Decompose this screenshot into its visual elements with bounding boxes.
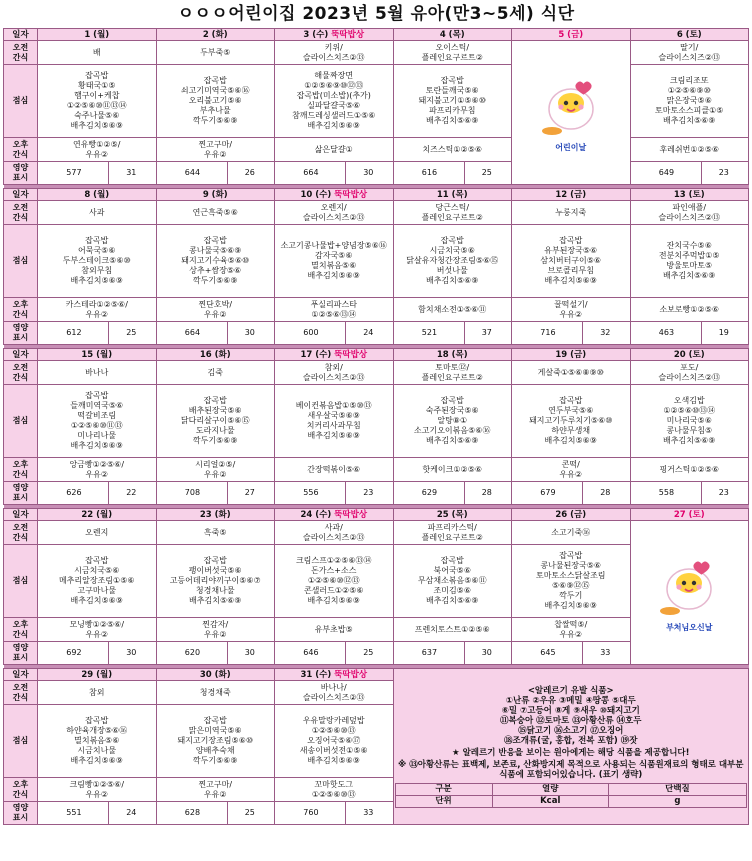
meal-row-nut	[4, 162, 749, 185]
unit-table	[395, 783, 748, 808]
protein-value: 28	[582, 482, 628, 504]
kcal-value: 620	[184, 648, 201, 657]
menu-cell-am: 딸기/ 슬라이스치즈②⑬	[630, 41, 749, 65]
nutrition-cell	[38, 802, 157, 825]
menu-cell-am: 포도/ 슬라이스치즈②⑬	[630, 361, 749, 385]
menu-cell-pm: 시리얼②⑤/ 우유②	[156, 458, 275, 482]
day-header: 26 (금)	[512, 509, 631, 521]
menu-cell-pm: 핑거스틱①②⑤⑥	[630, 458, 749, 482]
meal-row-pm	[4, 458, 749, 482]
meal-row-am	[4, 521, 749, 545]
menu-cell-pm: 찐단호박/ 우유②	[156, 298, 275, 322]
protein-value: 19	[701, 322, 747, 344]
row-label-nut: 영양 표시	[4, 482, 38, 505]
holiday-label: 부처님오신날	[666, 622, 713, 632]
day-header: 31 (수) 뚝딱밥상	[275, 669, 394, 681]
kcal-value: 463	[658, 328, 675, 337]
menu-cell-pm: 푸실리파스타 ①②⑤⑥⑬⑭	[275, 298, 394, 322]
menu-cell-lunch: 크림리조또 ①②⑤⑥⑨⑩ 맑은장국⑤⑥ 토마토소스피클①⑤ 배추김치⑤⑥⑨	[630, 65, 749, 138]
menu-cell-am: 청경채죽	[156, 681, 275, 705]
nutrition-cell	[275, 322, 394, 345]
kcal-value: 646	[303, 648, 319, 657]
allergy-line: ※ ⑬아황산류는 표백제, 보존료, 산화방지제 목적으로 사용되는 식품원재료의 형태로 대부분 식품에 포함되어있습니다. (표기 생략)	[398, 759, 744, 780]
day-header: 2 (화)	[156, 29, 275, 41]
menu-cell-am: 토마토⑫/ 플레인요구르트②	[393, 361, 512, 385]
menu-cell-lunch: 잡곡밥 맑은미역국⑤⑥ 돼지고기장조림⑤⑥⑩ 양배추숙채 깍두기⑤⑥⑨	[156, 705, 275, 778]
protein-value: 25	[464, 162, 510, 184]
kcal-value: 577	[66, 168, 82, 177]
kcal-value: 626	[66, 488, 82, 497]
day-header: 29 (월)	[38, 669, 157, 681]
menu-cell-am: 참외/ 슬라이스치즈②⑬	[275, 361, 394, 385]
protein-value: 33	[345, 802, 391, 824]
row-label-nut: 영양 표시	[4, 642, 38, 665]
day-header: 12 (금)	[512, 189, 631, 201]
day-header: 13 (토)	[630, 189, 749, 201]
menu-cell-pm: 프렌치토스트①②⑤⑥	[393, 618, 512, 642]
menu-cell-am: 바나나/ 슬라이스치즈②⑬	[275, 681, 394, 705]
day-header: 5 (금)	[512, 29, 631, 41]
event-badge: 뚝딱밥상	[331, 189, 368, 200]
unit-header: 구분	[395, 783, 492, 795]
menu-cell-lunch: 잡곡밥 북어국⑤⑥ 무삼채소볶음⑤⑥⑪ 조미김⑤⑥ 배추김치⑤⑥⑨	[393, 545, 512, 618]
menu-cell-pm: 후레쉬번①②⑤⑥	[630, 138, 749, 162]
protein-value: 23	[701, 482, 747, 504]
menu-cell-lunch: 크림스프①②⑤⑥⑬⑭ 돈가스+소스 ①②⑤⑥⑩⑫⑬ 콘샐러드①②⑤⑥ 배추김치⑤⑥⑨	[275, 545, 394, 618]
day-header: 19 (금)	[512, 349, 631, 361]
day-header: 1 (월)	[38, 29, 157, 41]
nutrition-cell	[630, 482, 749, 505]
menu-cell-pm: 찐고구마/ 우유②	[156, 778, 275, 802]
kcal-value: 692	[66, 648, 82, 657]
protein-value: 31	[108, 162, 154, 184]
menu-cell-pm: 콘떡/ 우유②	[512, 458, 631, 482]
kcal-value: 521	[421, 328, 438, 337]
day-header: 8 (월)	[38, 189, 157, 201]
row-label-day: 일자	[4, 349, 38, 361]
day-header: 4 (목)	[393, 29, 512, 41]
day-header: 25 (목)	[393, 509, 512, 521]
menu-cell-lunch: 소고기콩나물밥+양념장⑤⑥⑯ 감자국⑤⑥ 멸치볶음⑤⑥ 배추김치⑤⑥⑨	[275, 225, 394, 298]
row-label-day: 일자	[4, 669, 38, 681]
nutrition-cell	[156, 482, 275, 505]
event-badge: 뚝딱밥상	[331, 509, 368, 520]
menu-cell-pm: 찐감자/ 우유②	[156, 618, 275, 642]
row-label-am: 오전 간식	[4, 681, 38, 705]
menu-cell-pm: 크림빵①②⑤⑥/ 우유②	[38, 778, 157, 802]
menu-cell-lunch: 잡곡밥 시금치국⑤⑥ 닭살유자청간장조림⑤⑥⑮ 버섯나물 배추김치⑤⑥⑨	[393, 225, 512, 298]
nutrition-cell	[275, 802, 394, 825]
protein-value: 32	[582, 322, 628, 344]
menu-cell-am: 흑죽⑤	[156, 521, 275, 545]
kcal-value: 664	[303, 168, 319, 177]
menu-cell-lunch: 잡곡밥 팽이버섯국⑤⑥ 고등어데리야끼구이⑤⑥⑦ 청경채나물 배추김치⑤⑥⑨	[156, 545, 275, 618]
row-label-pm: 오후 간식	[4, 138, 38, 162]
row-label-am: 오전 간식	[4, 201, 38, 225]
menu-cell-lunch: 잡곡밥 유부된장국⑤⑥ 삼치버터구이⑤⑥ 브로콜리무침 배추김치⑤⑥⑨	[512, 225, 631, 298]
row-label-lunch: 점심	[4, 65, 38, 138]
meal-row-lunch	[4, 65, 749, 138]
menu-cell-lunch: 잡곡밥 배추된장국⑤⑥ 닭다리살구이⑤⑥⑮ 도라지나물 깍두기⑤⑥⑨	[156, 385, 275, 458]
menu-cell-pm: 함치채소전①⑤⑥⑪	[393, 298, 512, 322]
protein-value: 24	[345, 322, 391, 344]
protein-value: 26	[227, 162, 273, 184]
protein-value: 23	[701, 162, 747, 184]
allergy-line: ①난류 ②우유 ③메밀 ④땅콩 ⑤대두	[505, 695, 636, 706]
mascot-illustration	[536, 73, 606, 139]
menu-cell-lunch: 베이컨볶음밥①⑤⑩⑬ 새우살국⑤⑥⑨ 치커리사과무침 배추김치⑤⑥⑨	[275, 385, 394, 458]
menu-cell-lunch: 잡곡밥 숙주된장국⑤⑥ 알탕⑧① 소고기오이볶음⑤⑥⑯ 배추김치⑤⑥⑨	[393, 385, 512, 458]
meal-row-am	[4, 201, 749, 225]
allergy-line: ⑱조개류(굴, 홍합, 전복 포함) ⑲잣	[504, 735, 638, 746]
menu-cell-pm: 유부초밥⑤	[275, 618, 394, 642]
protein-value: 25	[108, 322, 154, 344]
menu-cell-am: 게살죽①⑤⑥⑧⑨⑩	[512, 361, 631, 385]
kcal-value: 649	[658, 168, 675, 177]
kcal-value: 558	[658, 488, 675, 497]
menu-cell-am: 키위/ 슬라이스치즈②⑬	[275, 41, 394, 65]
meal-row-lunch	[4, 385, 749, 458]
day-header: 22 (월)	[38, 509, 157, 521]
protein-value: 22	[108, 482, 154, 504]
menu-cell-lunch: 잡곡밥 쇠고기미역국⑤⑥⑯ 오리불고기⑤⑥ 부추나물 깍두기⑤⑥⑨	[156, 65, 275, 138]
menu-cell-am: 오이스틱/ 플레인요구르트②	[393, 41, 512, 65]
day-header: 11 (목)	[393, 189, 512, 201]
unit-header: 단백질	[608, 783, 746, 795]
menu-cell-am: 사과/ 슬라이스치즈②⑬	[275, 521, 394, 545]
kcal-value: 760	[303, 808, 319, 817]
menu-cell-am: 소고기죽⑯	[512, 521, 631, 545]
kcal-value: 600	[303, 328, 319, 337]
nutrition-cell	[38, 642, 157, 665]
row-label-pm: 오후 간식	[4, 618, 38, 642]
holiday-label: 어린이날	[555, 142, 587, 152]
menu-cell-pm: 소보로빵①②⑤⑥	[630, 298, 749, 322]
menu-cell-am: 오렌지	[38, 521, 157, 545]
row-label-pm: 오후 간식	[4, 778, 38, 802]
day-header: 20 (토)	[630, 349, 749, 361]
nutrition-cell	[156, 642, 275, 665]
protein-value: 30	[345, 162, 391, 184]
nutrition-cell	[275, 642, 394, 665]
kcal-value: 612	[66, 328, 82, 337]
mascot-illustration	[654, 553, 724, 619]
protein-value: 33	[582, 642, 628, 664]
row-label-day: 일자	[4, 29, 38, 41]
meal-row-lunch	[4, 225, 749, 298]
nutrition-cell	[393, 482, 512, 505]
page-title: ㅇㅇㅇ어린이집 2023년 5월 유아(만3~5세) 식단	[177, 4, 575, 24]
nutrition-cell	[393, 162, 512, 185]
protein-value: 30	[464, 642, 510, 664]
kcal-value: 679	[540, 488, 556, 497]
unit-header: 열량	[492, 783, 608, 795]
menu-cell-lunch: 잡곡밥 콩나물된장국⑤⑥ 토마토소스닭살조림 ⑤⑥⑨⑫⑮ 깍두기 배추김치⑤⑥⑨	[512, 545, 631, 618]
kcal-value: 708	[184, 488, 201, 497]
allergy-line: ⑥밀 ⑦고등어 ⑧게 ⑨새우 ⑩돼지고기	[501, 705, 640, 716]
menu-cell-lunch: 잡곡밥 들깨미역국⑤⑥ 떡갈비조림 ①②⑤⑥⑩⑪⑬ 미나리나물 배추김치⑤⑥⑨	[38, 385, 157, 458]
row-label-lunch: 점심	[4, 225, 38, 298]
allergy-info	[393, 669, 749, 825]
day-row	[4, 189, 749, 201]
holiday-cell	[630, 521, 749, 665]
menu-cell-pm: 치즈스틱①②⑤⑥	[393, 138, 512, 162]
day-header: 27 (토)	[630, 509, 749, 521]
menu-cell-lunch: 우유말랑카레덮밥 ①②⑤⑥⑩⑬ 오징어국⑤⑥⑰ 새송이버섯전①⑤⑥ 배추김치⑤⑥⑨	[275, 705, 394, 778]
protein-value: 23	[345, 482, 391, 504]
day-header: 16 (화)	[156, 349, 275, 361]
allergy-line: ★ 알레르기 반응을 보이는 원아에게는 해당 식품을 제공합니다!	[452, 747, 690, 758]
row-label-am: 오전 간식	[4, 521, 38, 545]
row-label-pm: 오후 간식	[4, 298, 38, 322]
day-header: 9 (화)	[156, 189, 275, 201]
nutrition-cell	[156, 802, 275, 825]
meal-row-nut	[4, 322, 749, 345]
nutrition-cell	[38, 482, 157, 505]
menu-cell-lunch: 잡곡밥 토란들깨국⑤⑥ 돼지불고기①⑤⑥⑩ 파프리카무침 배추김치⑤⑥⑨	[393, 65, 512, 138]
event-badge: 뚝딱밥상	[331, 669, 368, 680]
unit-value: 단위	[395, 795, 492, 807]
nutrition-cell	[512, 322, 631, 345]
holiday-cell	[512, 41, 631, 185]
menu-cell-lunch: 오색김밥 ①②⑤⑥⑩⑬⑭ 미나리국⑤⑥ 콩나물무침⑤ 배추김치⑤⑥⑨	[630, 385, 749, 458]
allergy-line: ⑪복숭아 ⑫토마토 ⑬아황산류 ⑭호두	[500, 715, 642, 726]
menu-cell-am: 김죽	[156, 361, 275, 385]
unit-value: Kcal	[492, 795, 608, 807]
menu-cell-pm: 모닝빵①②⑤⑥/ 우유②	[38, 618, 157, 642]
menu-cell-pm: 꼬마핫도그 ①②⑤⑥⑩⑬	[275, 778, 394, 802]
row-label-lunch: 점심	[4, 705, 38, 778]
day-header: 23 (화)	[156, 509, 275, 521]
menu-cell-lunch: 잡곡밥 황태국①⑤ 햄구이+케찹 ①②⑤⑥⑩⑪⑬⑭ 숙주나물⑤⑥ 배추김치⑤⑥⑨	[38, 65, 157, 138]
meal-row-nut	[4, 482, 749, 505]
nutrition-cell	[512, 642, 631, 665]
row-label-lunch: 점심	[4, 385, 38, 458]
day-header: 15 (월)	[38, 349, 157, 361]
menu-cell-am: 오렌지/ 슬라이스치즈②⑬	[275, 201, 394, 225]
row-label-day: 일자	[4, 189, 38, 201]
kcal-value: 716	[540, 328, 556, 337]
menu-cell-am: 누룽지죽	[512, 201, 631, 225]
menu-cell-am: 파프리카스틱/ 플레인요구르트②	[393, 521, 512, 545]
day-row	[4, 669, 749, 681]
menu-cell-am: 두부죽⑤	[156, 41, 275, 65]
menu-cell-pm: 핫케이크①②⑤⑥	[393, 458, 512, 482]
event-badge: 뚝딱밥상	[328, 29, 365, 40]
nutrition-cell	[38, 162, 157, 185]
menu-cell-lunch: 잡곡밥 시금치국⑤⑥ 메추리알장조림①⑤⑥ 고구마나물 배추김치⑤⑥⑨	[38, 545, 157, 618]
kcal-value: 645	[540, 648, 556, 657]
menu-cell-pm: 카스테라①②⑤⑥/ 우유②	[38, 298, 157, 322]
nutrition-cell	[275, 162, 394, 185]
row-label-am: 오전 간식	[4, 41, 38, 65]
kcal-value: 628	[184, 808, 201, 817]
protein-value: 24	[108, 802, 154, 824]
menu-cell-pm: 삶은달걀①	[275, 138, 394, 162]
row-label-nut: 영양 표시	[4, 802, 38, 825]
day-row	[4, 29, 749, 41]
kcal-value: 551	[66, 808, 82, 817]
event-badge: 뚝딱밥상	[331, 349, 368, 360]
menu-cell-lunch: 잡곡밥 연두부국⑤⑥ 돼지고기두루치기⑤⑥⑩ 하얀무생채 배추김치⑤⑥⑨	[512, 385, 631, 458]
kcal-value: 644	[184, 168, 201, 177]
protein-value: 28	[464, 482, 510, 504]
day-header: 18 (목)	[393, 349, 512, 361]
row-label-pm: 오후 간식	[4, 458, 38, 482]
allergy-heading: <알레르기 유발 식품>	[527, 685, 614, 696]
protein-value: 25	[345, 642, 391, 664]
menu-cell-pm: 꿀떡설기/ 우유②	[512, 298, 631, 322]
kcal-value: 664	[184, 328, 201, 337]
allergy-line: ⑮닭고기 ⑯소고기 ⑰오징어	[518, 725, 624, 736]
menu-cell-am: 파인애플/ 슬라이스치즈②⑬	[630, 201, 749, 225]
protein-value: 30	[227, 642, 273, 664]
nutrition-cell	[630, 162, 749, 185]
kcal-value: 616	[421, 168, 438, 177]
kcal-value: 629	[421, 488, 438, 497]
meal-row-am	[4, 41, 749, 65]
protein-value: 37	[464, 322, 510, 344]
menu-cell-am: 배	[38, 41, 157, 65]
protein-value: 25	[227, 802, 273, 824]
row-label-am: 오전 간식	[4, 361, 38, 385]
day-header: 24 (수) 뚝딱밥상	[275, 509, 394, 521]
menu-cell-lunch: 잡곡밥 어묵국⑤⑥ 두부스테이크⑤⑥⑩ 참외무침 배추김치⑤⑥⑨	[38, 225, 157, 298]
meal-row-pm	[4, 138, 749, 162]
menu-cell-pm: 찐고구마/ 우유②	[156, 138, 275, 162]
nutrition-cell	[512, 482, 631, 505]
menu-cell-pm: 간장떡볶이⑤⑥	[275, 458, 394, 482]
menu-cell-pm: 연유빵①②⑤/ 우유②	[38, 138, 157, 162]
day-header: 17 (수) 뚝딱밥상	[275, 349, 394, 361]
kcal-value: 637	[421, 648, 438, 657]
nutrition-cell	[156, 322, 275, 345]
menu-cell-am: 사과	[38, 201, 157, 225]
protein-value: 30	[227, 322, 273, 344]
row-label-nut: 영양 표시	[4, 322, 38, 345]
menu-cell-am: 연근흑죽⑤⑥	[156, 201, 275, 225]
meal-row-pm	[4, 298, 749, 322]
day-row	[4, 349, 749, 361]
day-header: 6 (토)	[630, 29, 749, 41]
day-header: 30 (화)	[156, 669, 275, 681]
row-label-lunch: 점심	[4, 545, 38, 618]
menu-cell-lunch: 잔치국수⑤⑥ 전분치주먹밥①⑤ 방울토마토⑤ 배추김치⑤⑥⑨	[630, 225, 749, 298]
menu-cell-am: 당근스틱/ 플레인요구르트②	[393, 201, 512, 225]
menu-table	[3, 28, 749, 825]
day-row	[4, 509, 749, 521]
protein-value: 27	[227, 482, 273, 504]
protein-value: 30	[108, 642, 154, 664]
meal-row-am	[4, 361, 749, 385]
nutrition-cell	[630, 322, 749, 345]
row-label-nut: 영양 표시	[4, 162, 38, 185]
unit-value: g	[608, 795, 746, 807]
menu-cell-lunch: 잡곡밥 콩나물국⑤⑥⑨ 돼지고기수육⑤⑥⑩ 상추+쌈장⑤⑥ 깍두기⑤⑥⑨	[156, 225, 275, 298]
nutrition-cell	[156, 162, 275, 185]
menu-cell-lunch: 잡곡밥 하얀육개장⑤⑥⑯ 멸치볶음⑤⑥ 시금치나물 배추김치⑤⑥⑨	[38, 705, 157, 778]
nutrition-cell	[38, 322, 157, 345]
menu-cell-am: 바나나	[38, 361, 157, 385]
nutrition-cell	[393, 322, 512, 345]
menu-cell-am: 참외	[38, 681, 157, 705]
menu-cell-pm: 앙금빵①②⑤⑥/ 우유②	[38, 458, 157, 482]
menu-cell-pm: 찹쌀떡⑤/ 우유②	[512, 618, 631, 642]
day-header: 3 (수) 뚝딱밥상	[275, 29, 394, 41]
menu-cell-lunch: 해물짜장면 ①②⑤⑥⑨⑩⑫⑬ 잡곡밥(미소밥)(추가) 실파달걀국⑤⑥ 참깨드레싱샐러드①⑤⑥ 배추김치⑤⑥⑨	[275, 65, 394, 138]
day-header: 10 (수) 뚝딱밥상	[275, 189, 394, 201]
nutrition-cell	[275, 482, 394, 505]
kcal-value: 556	[303, 488, 319, 497]
row-label-day: 일자	[4, 509, 38, 521]
nutrition-cell	[393, 642, 512, 665]
